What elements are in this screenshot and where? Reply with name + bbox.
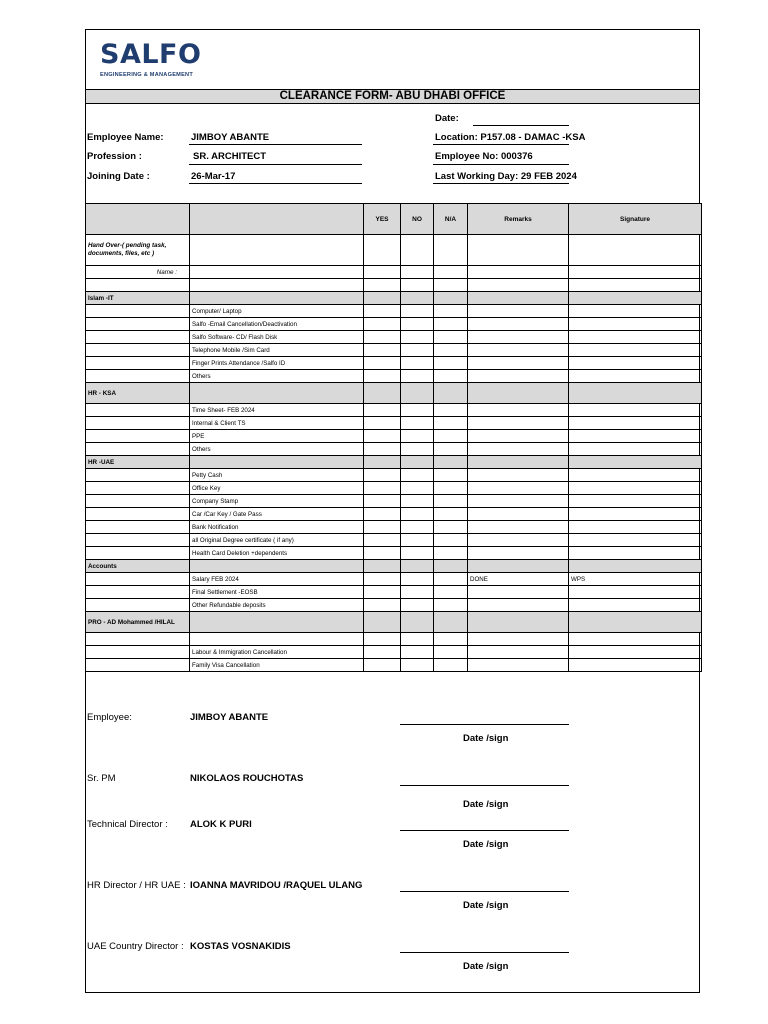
signature-line[interactable]: [400, 891, 569, 892]
joining-date-underline: [189, 183, 362, 184]
row-label-cell: [86, 599, 190, 612]
remarks-cell[interactable]: [468, 469, 569, 482]
signature-cell[interactable]: [569, 659, 702, 672]
row-label-cell: [86, 508, 190, 521]
section-header-cell: [401, 612, 434, 633]
remarks-cell[interactable]: [468, 331, 569, 344]
section-header-cell: [434, 560, 468, 573]
section-header-cell: [364, 383, 401, 404]
checklist-row: [86, 469, 702, 482]
name-cell[interactable]: [190, 266, 364, 279]
checklist-row: [86, 646, 702, 659]
form-title: CLEARANCE FORM- ABU DHABI OFFICE: [86, 89, 699, 104]
na-cell[interactable]: [434, 235, 468, 266]
na-cell[interactable]: [434, 417, 468, 430]
no-cell[interactable]: [401, 318, 434, 331]
column-header-yes: YES: [364, 204, 401, 235]
row-label-cell: [86, 417, 190, 430]
na-cell[interactable]: [434, 547, 468, 560]
remarks-cell[interactable]: [468, 599, 569, 612]
row-label-cell: [86, 318, 190, 331]
signatory-name: JIMBOY ABANTE: [190, 712, 269, 723]
yes-cell[interactable]: [364, 305, 401, 318]
checklist-row: [86, 417, 702, 430]
checklist-row: [86, 404, 702, 417]
section-header-cell: [569, 292, 702, 305]
yes-cell[interactable]: [364, 482, 401, 495]
na-cell[interactable]: [434, 370, 468, 383]
row-label-cell: [86, 659, 190, 672]
row-label-cell: [86, 469, 190, 482]
checklist-item: Others: [190, 370, 364, 383]
checklist-row: [86, 521, 702, 534]
no-cell[interactable]: [401, 235, 434, 266]
checklist-row: [86, 443, 702, 456]
checklist-row: [86, 508, 702, 521]
yes-cell[interactable]: [364, 633, 401, 646]
remarks-cell[interactable]: [468, 495, 569, 508]
section-header-cell: [401, 456, 434, 469]
signature-cell[interactable]: [569, 430, 702, 443]
checklist-item: Telephone Mobile /Sim Card: [190, 344, 364, 357]
checklist-row: [86, 534, 702, 547]
remarks-cell[interactable]: [468, 235, 569, 266]
signature-cell[interactable]: [569, 633, 702, 646]
row-label-cell: [86, 547, 190, 560]
na-cell[interactable]: [434, 586, 468, 599]
yes-cell[interactable]: [364, 279, 401, 292]
signature-cell[interactable]: [569, 534, 702, 547]
section-header-cell: [569, 612, 702, 633]
handover-label: Hand Over-( pending task, documents, files, etc ): [86, 235, 190, 266]
signatory-role: Employee:: [87, 712, 132, 723]
yes-cell[interactable]: [364, 235, 401, 266]
remarks-cell[interactable]: [468, 633, 569, 646]
date-sign-label: Date /sign: [463, 900, 509, 911]
no-cell[interactable]: [401, 547, 434, 560]
joining-date-value: 26-Mar-17: [191, 171, 236, 182]
remarks-cell[interactable]: [468, 266, 569, 279]
signature-line[interactable]: [400, 724, 569, 725]
no-cell[interactable]: [401, 443, 434, 456]
checklist-row: [86, 318, 702, 331]
signature-cell[interactable]: WPS: [569, 573, 702, 586]
yes-cell[interactable]: [364, 521, 401, 534]
remarks-cell[interactable]: [468, 443, 569, 456]
remarks-cell[interactable]: [468, 482, 569, 495]
remarks-cell[interactable]: [468, 370, 569, 383]
section-header-cell: [434, 292, 468, 305]
column-header-na: N/A: [434, 204, 468, 235]
na-cell[interactable]: [434, 318, 468, 331]
signatory-name: NIKOLAOS ROUCHOTAS: [190, 773, 304, 784]
signature-cell[interactable]: [569, 370, 702, 383]
signature-cell[interactable]: [569, 331, 702, 344]
section-header-cell: [468, 456, 569, 469]
remarks-cell[interactable]: [468, 586, 569, 599]
employee-name-label: Employee Name:: [87, 132, 164, 143]
yes-cell[interactable]: [364, 404, 401, 417]
checklist-item: Finger Prints Attendance /Salfo ID: [190, 357, 364, 370]
na-cell[interactable]: [434, 534, 468, 547]
na-cell[interactable]: [434, 633, 468, 646]
checklist-item: Other Refundable deposits: [190, 599, 364, 612]
signatory-role: HR Director / HR UAE :: [87, 880, 186, 891]
na-cell[interactable]: [434, 521, 468, 534]
yes-cell[interactable]: [364, 318, 401, 331]
signature-cell[interactable]: [569, 443, 702, 456]
handover-cell[interactable]: [190, 235, 364, 266]
na-cell[interactable]: [434, 443, 468, 456]
row-label-cell: [86, 357, 190, 370]
no-cell[interactable]: [401, 534, 434, 547]
section-header-cell: [190, 456, 364, 469]
no-cell[interactable]: [401, 469, 434, 482]
signature-cell[interactable]: [569, 235, 702, 266]
checklist-row: [86, 370, 702, 383]
na-cell[interactable]: [434, 659, 468, 672]
logo-tagline: ENGINEERING & MANAGEMENT: [100, 72, 194, 78]
checklist-row: [86, 659, 702, 672]
last-working-day-underline: [433, 183, 569, 184]
section-header-cell: [364, 612, 401, 633]
yes-cell[interactable]: [364, 586, 401, 599]
checklist-row: [86, 573, 702, 586]
signature-cell[interactable]: [569, 482, 702, 495]
section-header-cell: [468, 560, 569, 573]
yes-cell[interactable]: [364, 331, 401, 344]
signatory-role: UAE Country Director :: [87, 941, 184, 952]
checklist-item: Others: [190, 443, 364, 456]
section-header-row: [86, 612, 702, 633]
employee-no-underline: [433, 164, 569, 165]
checklist-row: [86, 586, 702, 599]
signature-cell[interactable]: [569, 508, 702, 521]
checklist-row: [86, 430, 702, 443]
yes-cell[interactable]: [364, 443, 401, 456]
row-label-cell: [86, 404, 190, 417]
yes-cell[interactable]: [364, 430, 401, 443]
employee-no-field: Employee No: 000376: [435, 151, 533, 162]
na-cell[interactable]: [434, 357, 468, 370]
signature-cell[interactable]: [569, 404, 702, 417]
checklist-row: [86, 357, 702, 370]
checklist-item: [190, 633, 364, 646]
date-sign-label: Date /sign: [463, 733, 509, 744]
checklist-item: Office Key: [190, 482, 364, 495]
remarks-cell[interactable]: [468, 430, 569, 443]
no-cell[interactable]: [401, 508, 434, 521]
checklist-item: PPE: [190, 430, 364, 443]
checklist-item: Health Card Deletion +dependents: [190, 547, 364, 560]
no-cell[interactable]: [401, 357, 434, 370]
yes-cell[interactable]: [364, 266, 401, 279]
row-label-cell: [86, 633, 190, 646]
signature-cell[interactable]: [569, 279, 702, 292]
section-header-cell: [434, 383, 468, 404]
profession-label: Profession :: [87, 151, 142, 162]
no-cell[interactable]: [401, 573, 434, 586]
na-cell[interactable]: [434, 646, 468, 659]
checklist-item: Time Sheet- FEB 2024: [190, 404, 364, 417]
row-label-cell: [86, 495, 190, 508]
yes-cell[interactable]: [364, 573, 401, 586]
yes-cell[interactable]: [364, 659, 401, 672]
yes-cell[interactable]: [364, 469, 401, 482]
na-cell[interactable]: [434, 404, 468, 417]
section-header-row: [86, 560, 702, 573]
signatory-role: Sr. PM: [87, 773, 116, 784]
checklist-item: Family Visa Cancellation: [190, 659, 364, 672]
remarks-cell[interactable]: [468, 305, 569, 318]
section-header-cell: [190, 292, 364, 305]
signature-line[interactable]: [400, 785, 569, 786]
no-cell[interactable]: [401, 404, 434, 417]
profession-value: SR. ARCHITECT: [193, 151, 267, 162]
checklist-item: Labour & Immigration Cancellation: [190, 646, 364, 659]
remarks-cell[interactable]: [468, 318, 569, 331]
signatory-role: Technical Director :: [87, 819, 168, 830]
section-header-cell: [401, 383, 434, 404]
checklist-item: Bank Notification: [190, 521, 364, 534]
signature-cell[interactable]: [569, 305, 702, 318]
signature-cell[interactable]: [569, 547, 702, 560]
employee-name-underline: [189, 144, 362, 145]
signature-cell[interactable]: [569, 599, 702, 612]
no-cell[interactable]: [401, 633, 434, 646]
checklist-item: all Original Degree certificate ( if any): [190, 534, 364, 547]
date-sign-label: Date /sign: [463, 839, 509, 850]
remarks-cell[interactable]: [468, 417, 569, 430]
signatory-name: KOSTAS VOSNAKIDIS: [190, 941, 291, 952]
no-cell[interactable]: [401, 521, 434, 534]
no-cell[interactable]: [401, 646, 434, 659]
profession-underline: [189, 164, 362, 165]
row-label-cell: [86, 646, 190, 659]
remarks-cell[interactable]: [468, 547, 569, 560]
remarks-cell[interactable]: [468, 357, 569, 370]
clearance-table: [85, 203, 702, 672]
name-label: Name :: [86, 266, 190, 279]
section-header-cell: [364, 292, 401, 305]
checklist-item: Company Stamp: [190, 495, 364, 508]
no-cell[interactable]: [401, 266, 434, 279]
logo-name: SALFO: [100, 39, 202, 70]
signature-cell[interactable]: [569, 417, 702, 430]
date-label: Date:: [435, 113, 459, 124]
row-label-cell: [86, 331, 190, 344]
yes-cell[interactable]: [364, 599, 401, 612]
signature-cell[interactable]: [569, 469, 702, 482]
section-title: PRO - AD Mohammed /HILAL: [86, 612, 190, 633]
na-cell[interactable]: [434, 331, 468, 344]
row-label-cell: [86, 305, 190, 318]
section-header-cell: [569, 560, 702, 573]
section-header-row: [86, 292, 702, 305]
yes-cell[interactable]: [364, 547, 401, 560]
yes-cell[interactable]: [364, 344, 401, 357]
section-title: Accounts: [86, 560, 190, 573]
column-header-signature: Signature: [569, 204, 702, 235]
table-header-row: [86, 204, 702, 235]
date-sign-label: Date /sign: [463, 961, 509, 972]
section-header-cell: [401, 560, 434, 573]
checklist-row: [86, 331, 702, 344]
remarks-cell[interactable]: [468, 508, 569, 521]
no-cell[interactable]: [401, 495, 434, 508]
section-header-cell: [190, 383, 364, 404]
no-cell[interactable]: [401, 279, 434, 292]
section-header-cell: [468, 383, 569, 404]
signature-cell[interactable]: [569, 266, 702, 279]
yes-cell[interactable]: [364, 417, 401, 430]
checklist-row: [86, 547, 702, 560]
na-cell[interactable]: [434, 305, 468, 318]
row-label-cell: [86, 344, 190, 357]
section-header-cell: [190, 560, 364, 573]
section-title: HR -UAE: [86, 456, 190, 469]
section-header-cell: [364, 560, 401, 573]
na-cell[interactable]: [434, 482, 468, 495]
row-label-cell: [86, 573, 190, 586]
signature-cell[interactable]: [569, 357, 702, 370]
checklist-row: [86, 305, 702, 318]
checklist-row: [86, 495, 702, 508]
checklist-row: [86, 344, 702, 357]
row-label-cell: [86, 443, 190, 456]
location-underline: [433, 144, 569, 145]
no-cell[interactable]: [401, 482, 434, 495]
no-cell[interactable]: [401, 586, 434, 599]
row-label-cell: [86, 521, 190, 534]
checklist-row: [86, 599, 702, 612]
section-header-row: [86, 383, 702, 404]
na-cell[interactable]: [434, 430, 468, 443]
na-cell[interactable]: [434, 266, 468, 279]
no-cell[interactable]: [401, 659, 434, 672]
section-header-cell: [434, 612, 468, 633]
section-header-cell: [401, 292, 434, 305]
na-cell[interactable]: [434, 495, 468, 508]
na-cell[interactable]: [434, 573, 468, 586]
yes-cell[interactable]: [364, 357, 401, 370]
row-label-cell: [86, 370, 190, 383]
checklist-item: Computer/ Laptop: [190, 305, 364, 318]
signature-cell[interactable]: [569, 344, 702, 357]
last-working-day-field: Last Working Day: 29 FEB 2024: [435, 171, 577, 182]
na-cell[interactable]: [434, 344, 468, 357]
name-row: [86, 266, 702, 279]
section-header-cell: [190, 612, 364, 633]
yes-cell[interactable]: [364, 646, 401, 659]
na-cell[interactable]: [434, 508, 468, 521]
no-cell[interactable]: [401, 331, 434, 344]
date-sign-label: Date /sign: [463, 799, 509, 810]
no-cell[interactable]: [401, 599, 434, 612]
section-header-cell: [468, 612, 569, 633]
checklist-item: Petty Cash: [190, 469, 364, 482]
column-header: [190, 204, 364, 235]
date-underline: [473, 125, 569, 126]
remarks-cell[interactable]: [468, 534, 569, 547]
checklist-item: Salary FEB 2024: [190, 573, 364, 586]
joining-date-label: Joining Date :: [87, 171, 150, 182]
section-header-row: [86, 456, 702, 469]
signatory-name: IOANNA MAVRIDOU /RAQUEL ULANG: [190, 880, 363, 891]
remarks-cell[interactable]: [468, 404, 569, 417]
signature-cell[interactable]: [569, 646, 702, 659]
section-header-cell: [569, 383, 702, 404]
remarks-cell[interactable]: [468, 646, 569, 659]
column-header-no: NO: [401, 204, 434, 235]
no-cell[interactable]: [401, 305, 434, 318]
section-header-cell: [468, 292, 569, 305]
handover-row: [86, 235, 702, 266]
checklist-item: Salfo Software- CD/ Flash Disk: [190, 331, 364, 344]
checklist-row: [86, 482, 702, 495]
yes-cell[interactable]: [364, 534, 401, 547]
no-cell[interactable]: [401, 344, 434, 357]
na-cell[interactable]: [434, 599, 468, 612]
blank-cell: [86, 279, 190, 292]
column-header: [86, 204, 190, 235]
signature-line[interactable]: [400, 952, 569, 953]
checklist-item: Internal & Client TS: [190, 417, 364, 430]
remarks-cell[interactable]: [468, 279, 569, 292]
row-label-cell: [86, 586, 190, 599]
checklist-item: Final Settlement -EOSB: [190, 586, 364, 599]
section-title: HR - KSA: [86, 383, 190, 404]
checklist-row: [86, 633, 702, 646]
row-label-cell: [86, 430, 190, 443]
section-title: Islam -IT: [86, 292, 190, 305]
section-header-cell: [434, 456, 468, 469]
row-label-cell: [86, 482, 190, 495]
no-cell[interactable]: [401, 430, 434, 443]
yes-cell[interactable]: [364, 370, 401, 383]
section-header-cell: [364, 456, 401, 469]
location-field: Location: P157.08 - DAMAC -KSA: [435, 132, 586, 143]
signature-cell[interactable]: [569, 586, 702, 599]
no-cell[interactable]: [401, 370, 434, 383]
no-cell[interactable]: [401, 417, 434, 430]
signature-cell[interactable]: [569, 521, 702, 534]
blank-cell[interactable]: [190, 279, 364, 292]
blank-row: [86, 279, 702, 292]
remarks-cell[interactable]: [468, 659, 569, 672]
na-cell[interactable]: [434, 279, 468, 292]
signature-cell[interactable]: [569, 318, 702, 331]
na-cell[interactable]: [434, 469, 468, 482]
yes-cell[interactable]: [364, 508, 401, 521]
signature-cell[interactable]: [569, 495, 702, 508]
remarks-cell[interactable]: DONE: [468, 573, 569, 586]
yes-cell[interactable]: [364, 495, 401, 508]
signatory-name: ALOK K PURI: [190, 819, 252, 830]
checklist-item: Car /Car Key / Gate Pass: [190, 508, 364, 521]
remarks-cell[interactable]: [468, 344, 569, 357]
salfo-logo: [100, 40, 201, 78]
row-label-cell: [86, 534, 190, 547]
remarks-cell[interactable]: [468, 521, 569, 534]
section-header-cell: [569, 456, 702, 469]
employee-name-value: JIMBOY ABANTE: [191, 132, 270, 143]
checklist-item: Salfo -Email Cancellation/Deactivation: [190, 318, 364, 331]
column-header-remarks: Remarks: [468, 204, 569, 235]
signature-line[interactable]: [400, 830, 569, 831]
